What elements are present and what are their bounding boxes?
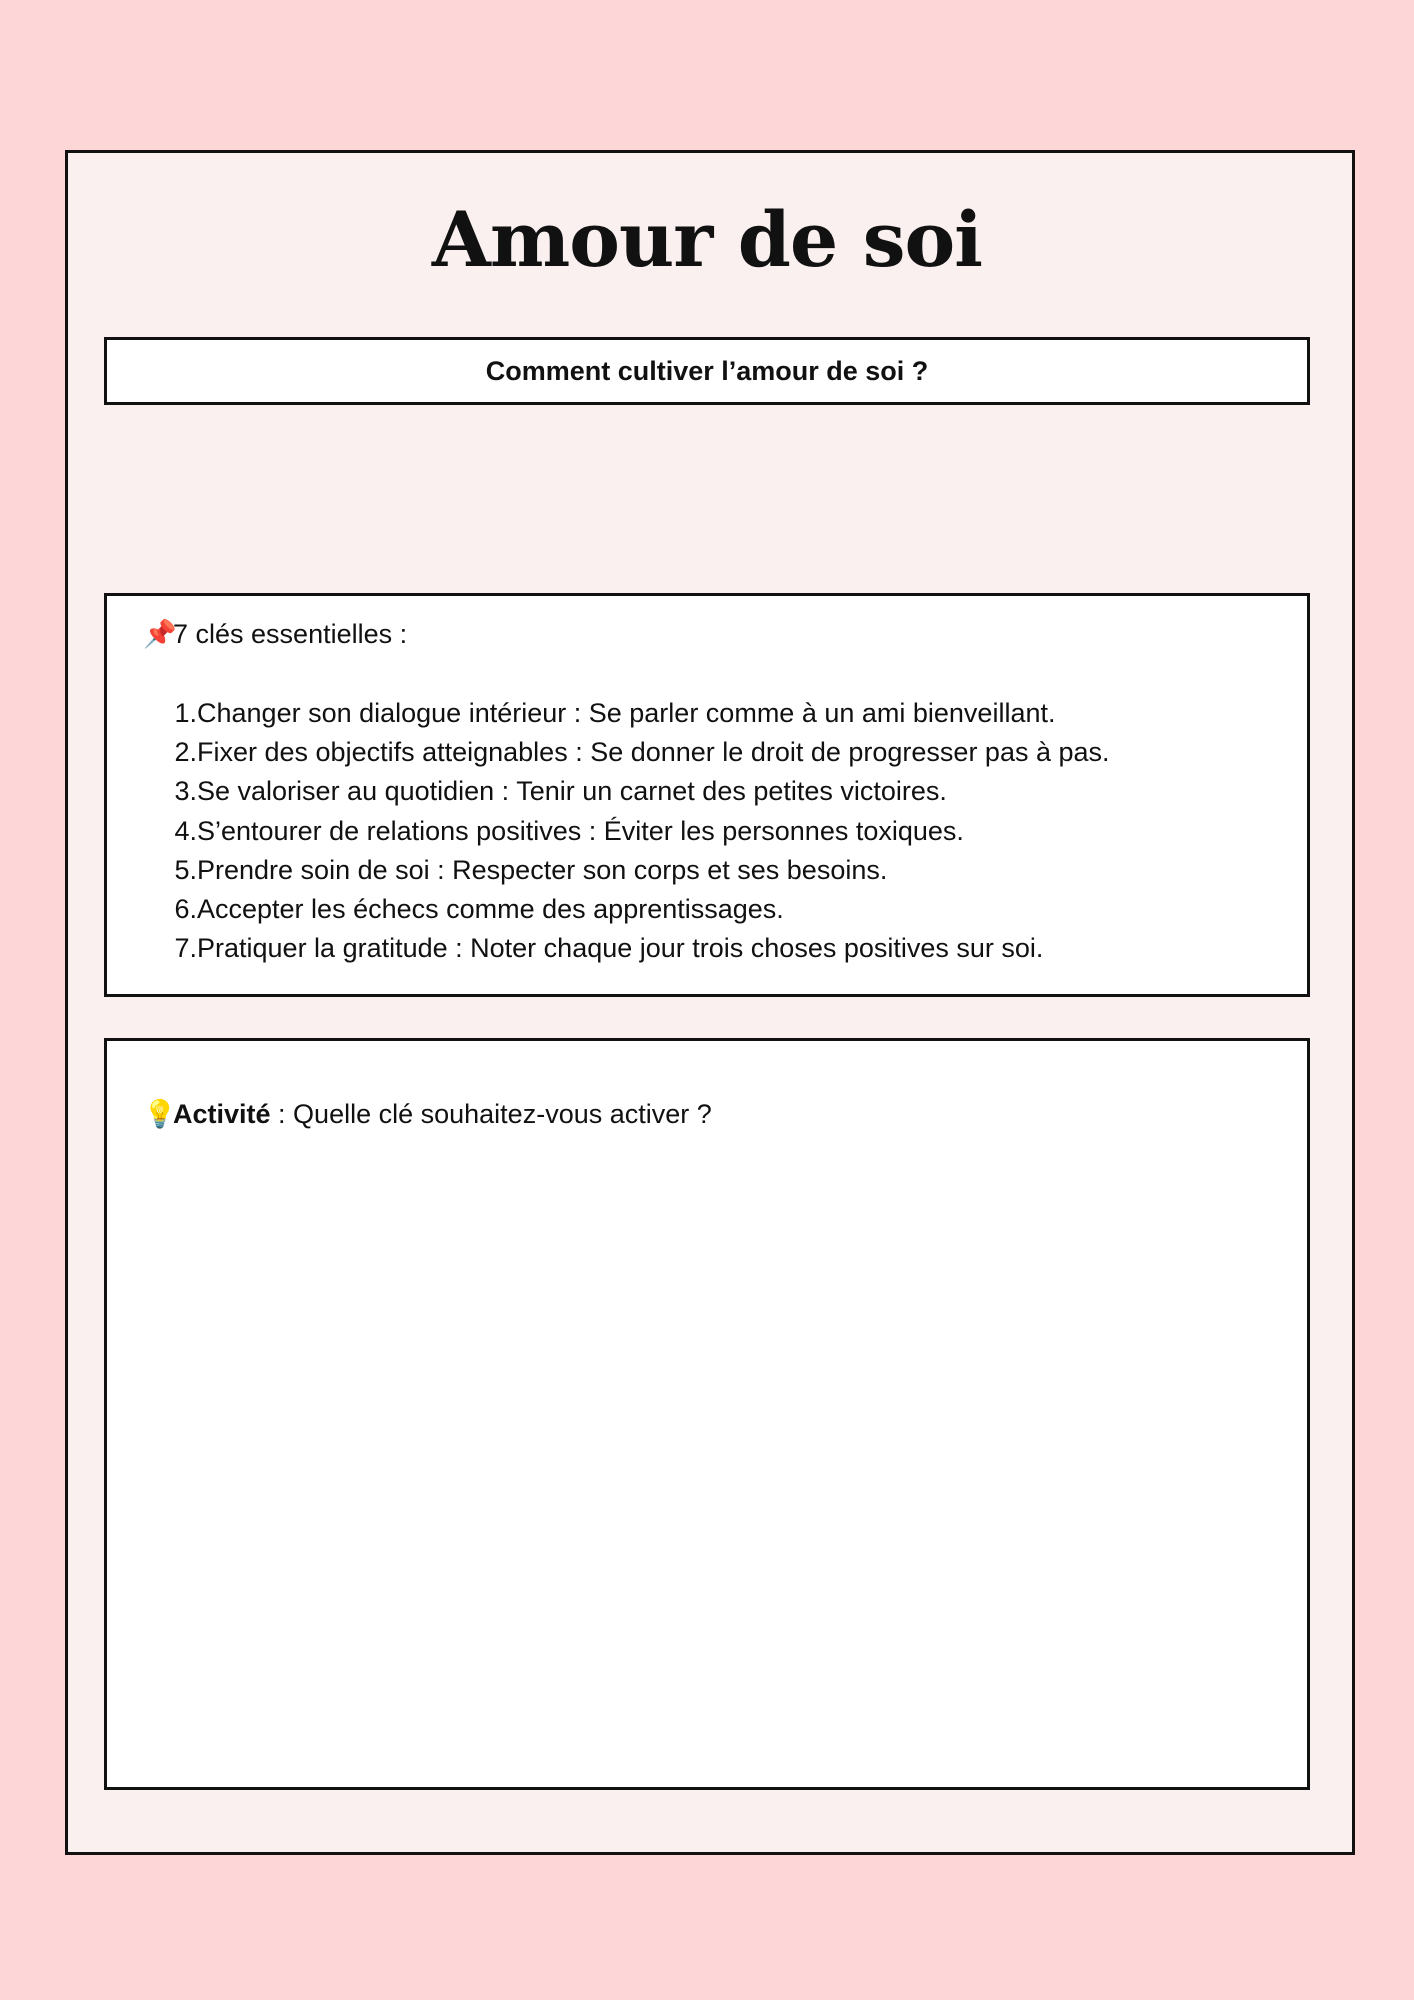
activity-prompt: 💡Activité : Quelle clé souhaitez-vous activer ? <box>143 1096 712 1132</box>
list-item: 6. Accepter les échecs comme des apprentissages. <box>174 893 784 924</box>
activity-box <box>104 1038 1310 1790</box>
keys-heading: 📌7 clés essentielles : <box>143 616 407 652</box>
list-item: 1. Changer son dialogue intérieur : Se parler comme à un ami bienveillant. <box>174 698 1056 728</box>
lightbulb-icon: 💡 <box>143 1099 177 1129</box>
keys-box <box>104 593 1310 997</box>
list-item: 2. Fixer des objectifs atteignables : Se donner le droit de progresser pas à pas. <box>174 737 1110 768</box>
list-item: 4. S’entourer de relations positives : Éviter les personnes toxiques. <box>174 815 964 846</box>
pushpin-icon: 📌 <box>143 619 177 649</box>
page-title: Amour de soi <box>431 195 983 284</box>
subtitle-box <box>104 337 1310 405</box>
keys-list <box>167 694 1110 968</box>
list-item: 5. Prendre soin de soi : Respecter son corps et ses besoins. <box>174 854 888 885</box>
list-item: 3. Se valoriser au quotidien : Tenir un carnet des petites victoires. <box>174 776 947 807</box>
subtitle: Comment cultiver l’amour de soi ? <box>485 355 929 386</box>
list-item: 7. Pratiquer la gratitude : Noter chaque jour trois choses positives sur soi. <box>174 933 1044 964</box>
